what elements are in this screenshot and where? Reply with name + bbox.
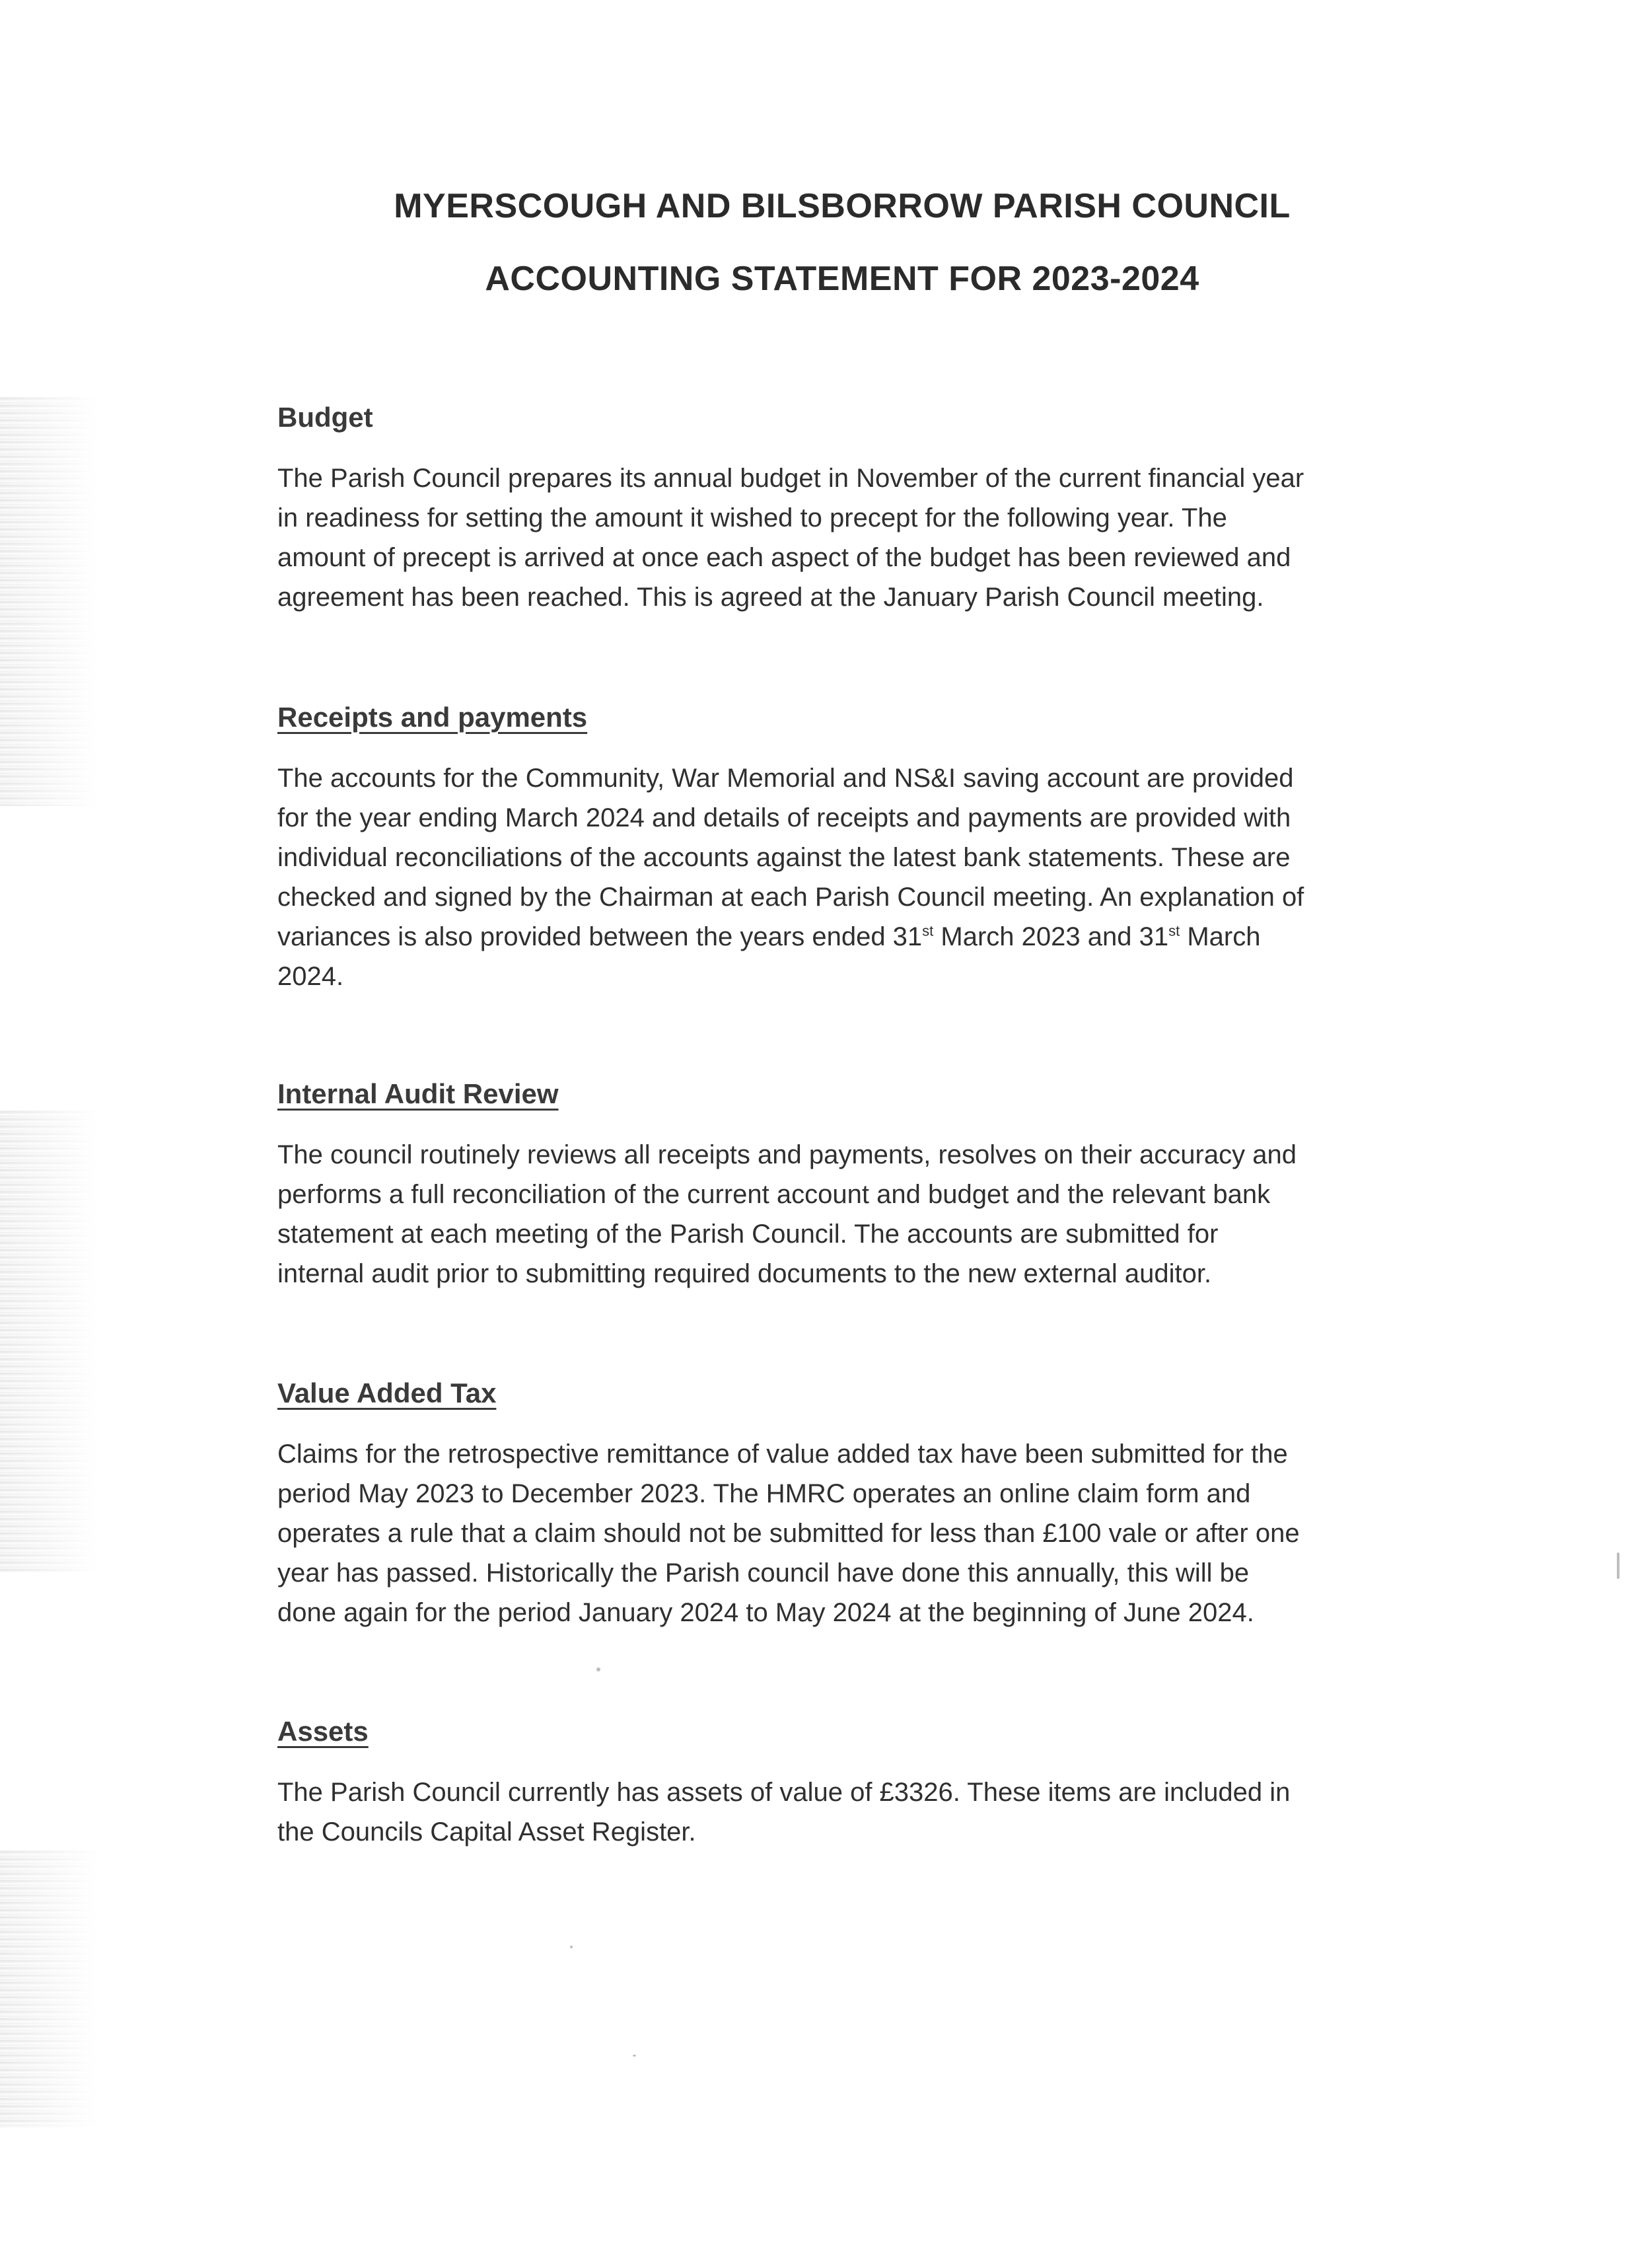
document-title: MYERSCOUGH AND BILSBORROW PARISH COUNCIL <box>394 187 1291 225</box>
paragraph-line: performs a full reconciliation of the current account and budget and the relevant bank <box>277 1180 1271 1209</box>
paragraph-line: The accounts for the Community, War Memorial and NS&I saving account are provided <box>277 764 1294 793</box>
paragraph-line: 2024. <box>277 962 344 991</box>
paragraph-line: statement at each meeting of the Parish Council. The accounts are submitted for <box>277 1220 1219 1249</box>
audit-paragraph <box>277 1135 1413 1294</box>
scan-speck <box>633 2055 636 2057</box>
paragraph-line: The council routinely reviews all receipts and payments, resolves on their accuracy and <box>277 1140 1297 1169</box>
receipts-paragraph <box>277 758 1413 996</box>
line-text: March <box>1180 922 1261 951</box>
paragraph-line: The Parish Council prepares its annual budget in November of the current financial year <box>277 464 1304 493</box>
paragraph-line: individual reconciliations of the accounts against the latest bank statements. These are <box>277 843 1291 872</box>
scan-speck <box>570 1946 573 1948</box>
assets-heading: Assets <box>277 1716 369 1747</box>
budget-heading: Budget <box>277 402 373 433</box>
audit-heading: Internal Audit Review <box>277 1078 559 1109</box>
paragraph-line <box>277 917 1413 957</box>
paragraph-line: the Councils Capital Asset Register. <box>277 1817 696 1847</box>
paragraph-line: agreement has been reached. This is agreed at the January Parish Council meeting. <box>277 583 1264 612</box>
scan-speck <box>1617 1553 1620 1579</box>
scan-speck <box>596 1667 600 1671</box>
scan-edge-artifact <box>0 1850 99 2127</box>
budget-paragraph <box>277 458 1413 617</box>
vat-paragraph <box>277 1434 1413 1632</box>
paragraph-line: Claims for the retrospective remittance of value added tax have been submitted for the <box>277 1440 1288 1469</box>
paragraph-line: checked and signed by the Chairman at each Parish Council meeting. An explanation of <box>277 883 1304 912</box>
paragraph-line: year has passed. Historically the Parish council have done this annually, this will be <box>277 1558 1250 1588</box>
ordinal-suffix: st <box>922 922 934 939</box>
receipts-heading: Receipts and payments <box>277 702 588 733</box>
vat-heading: Value Added Tax <box>277 1377 497 1408</box>
paragraph-line: amount of precept is arrived at once each aspect of the budget has been reviewed and <box>277 543 1291 572</box>
line-text: March 2023 and 31 <box>933 922 1169 951</box>
scan-edge-artifact <box>0 396 99 806</box>
ordinal-suffix: st <box>1168 922 1180 939</box>
paragraph-line: operates a rule that a claim should not be submitted for less than £100 vale or after one <box>277 1519 1300 1548</box>
assets-paragraph <box>277 1773 1413 1852</box>
scan-edge-artifact <box>0 1110 99 1572</box>
paragraph-line: done again for the period January 2024 to May 2024 at the beginning of June 2024. <box>277 1598 1254 1627</box>
line-text: variances is also provided between the years ended 31 <box>277 922 923 951</box>
paragraph-line: for the year ending March 2024 and details of receipts and payments are provided with <box>277 803 1291 832</box>
paragraph-line: The Parish Council currently has assets of value of £3326. These items are included in <box>277 1778 1291 1807</box>
paragraph-line: in readiness for setting the amount it wished to precept for the following year. The <box>277 503 1227 532</box>
paragraph-line: period May 2023 to December 2023. The HMRC operates an online claim form and <box>277 1479 1251 1508</box>
document-subtitle: ACCOUNTING STATEMENT FOR 2023-2024 <box>485 260 1199 298</box>
paragraph-line: internal audit prior to submitting required documents to the new external auditor. <box>277 1259 1212 1288</box>
